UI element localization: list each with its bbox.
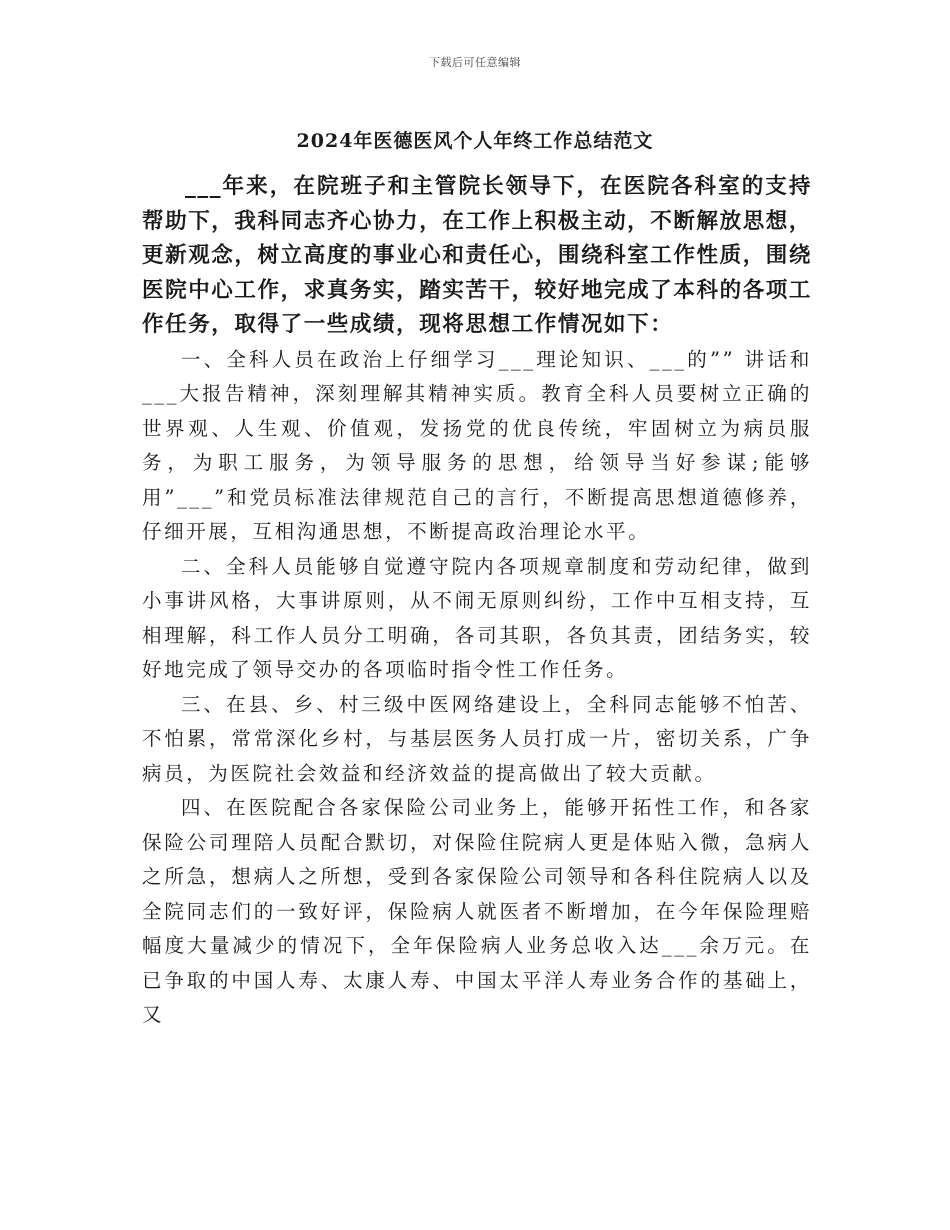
paragraph-2: 二、全科人员能够自觉遵守院内各项规章制度和劳动纪律，做到小事讲风格，大事讲原则，从不闹无原则纠纷，工作中互相支持，互相理解，科工作人员分工明确，各司其职，各负其责，团结务实，较好地完成了领导交办的各项临时指令性工作任务。 — [142, 554, 812, 681]
paragraph-3: 三、在县、乡、村三级中医网络建设上，全科同志能够不怕苦、不怕累，常常深化乡村，与基层医务人员打成一片，密切关系，广争病员，为医院社会效益和经济效益的提高做出了较大贡献。 — [142, 692, 812, 785]
document-body — [142, 170, 812, 1033]
intro-paragraph: ___年来，在院班子和主管院长领导下，在医院各科室的支持帮助下，我科同志齐心协力，在工作上积极主动，不断解放思想，更新观念，树立高度的事业心和责任心，围绕科室工作性质，围绕医院中心工作，求真务实，踏实苦干，较好地完成了本科的各项工作任务，取得了一些成绩，现将思想工作情况如下： — [142, 174, 812, 337]
paragraph-1: 一、全科人员在政治上仔细学习___理论知识、___的”” 讲话和___大报告精神，深刻理解其精神实质。教育全科人员要树立正确的世界观、人生观、价值观，发扬党的优良传统，牢固树立为病员服务，为职工服务，为领导服务的思想，给领导当好参谋;能够用”___”和党员标准法律规范自己的言行，不断提高思想道德修养，仔细开展，互相沟通思想，不断提高政治理论水平。 — [142, 347, 812, 543]
header-note: 下载后可任意编辑 — [429, 56, 521, 69]
paragraph-4: 四、在医院配合各家保险公司业务上，能够开拓性工作，和各家保险公司理陪人员配合默切，对保险住院病人更是体贴入微，急病人之所急，想病人之所想，受到各家保险公司领导和各科住院病人以及全院同志们的一致好评，保险病人就医者不断增加，在今年保险理赔幅度大量减少的情况下，全年保险病人业务总收入达___余万元。在已争取的中国人寿、太康人寿、中国太平洋人寿业务合作的基础上，又 — [142, 796, 812, 1026]
document-title: 2024年医德医风个人年终工作总结范文 — [296, 130, 654, 152]
